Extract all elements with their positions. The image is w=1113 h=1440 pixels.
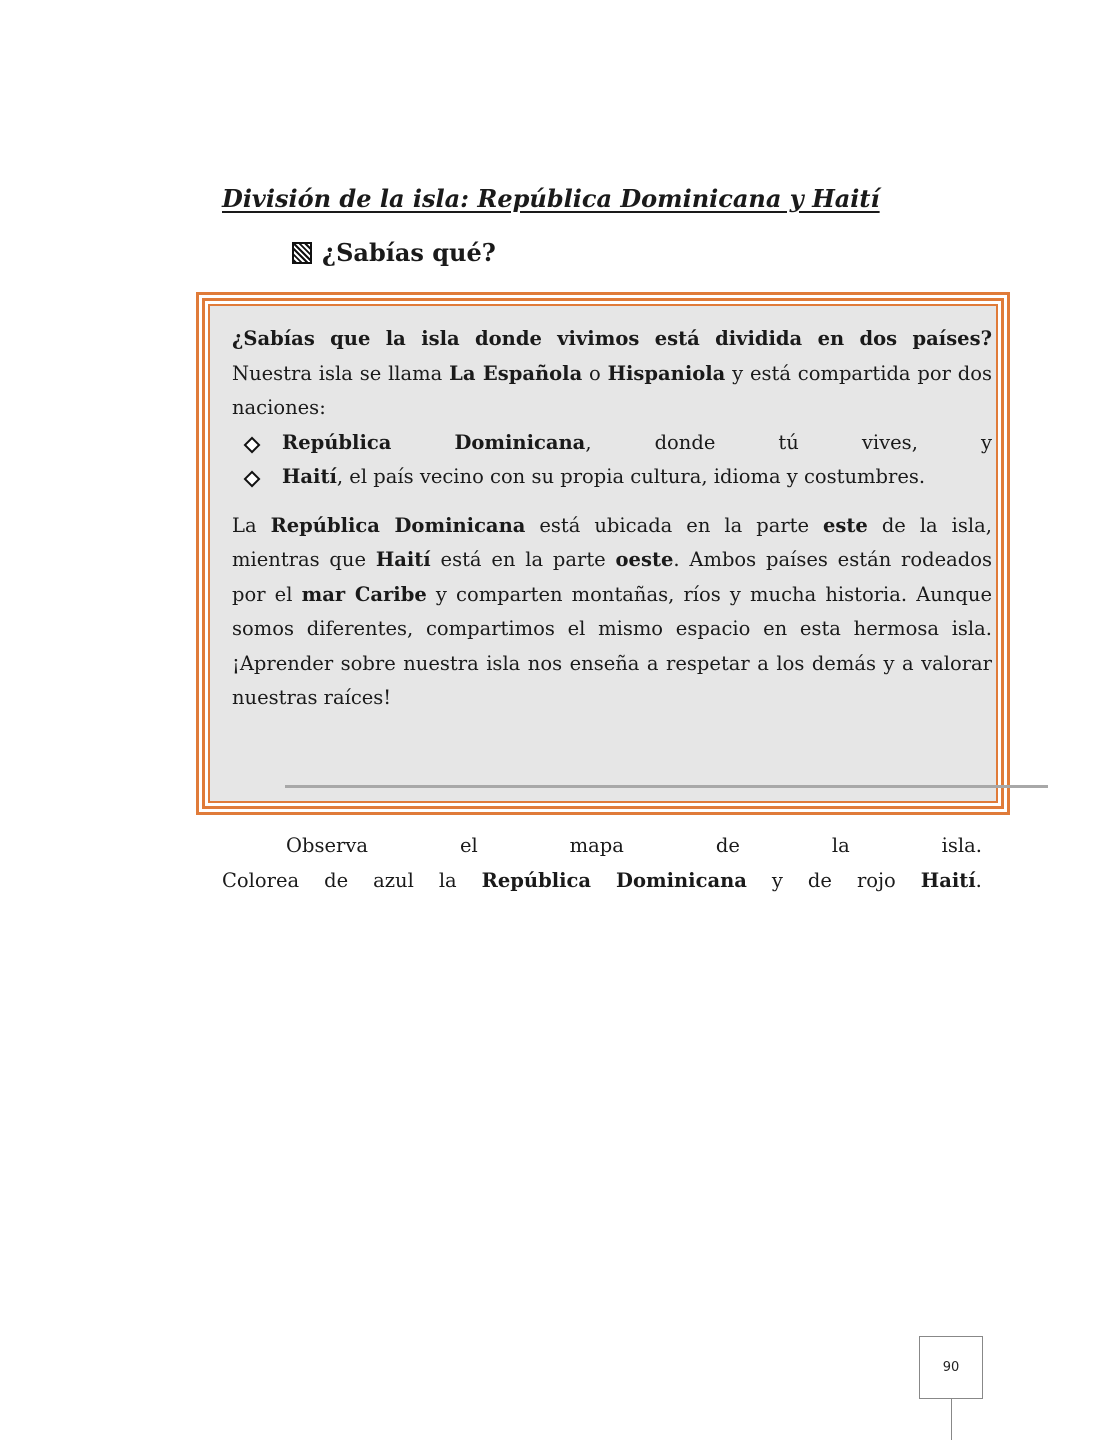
- page-title: División de la isla: República Dominicana y Haití: [222, 184, 880, 213]
- diamond-bullet-icon: [244, 436, 261, 453]
- instruction-line-2: Colorea de azul la República Dominicana y de rojo Haití.: [222, 868, 982, 892]
- info-box-text: [232, 322, 992, 716]
- section-heading: [292, 238, 496, 267]
- page-number-stem: [951, 1399, 952, 1440]
- info-paragraph: La República Dominicana está ubicada en la parte este de la isla, mientras que Haití está en la parte oeste. Ambos países están rodeados por el mar Caribe y comparten montañas, ríos y mucha historia. Aunque somos diferentes, compartimos el mismo espacio en esta hermosa isla. ¡Aprender sobre nuestra isla nos enseña a respetar a los demás y a valorar nuestras raíces!: [232, 513, 992, 709]
- list-item-republica-dominicana: República Dominicana, donde tú vives, y: [232, 426, 992, 461]
- info-box-border: [202, 298, 1004, 809]
- instruction-line-1: Observa el mapa de la isla.: [286, 834, 982, 857]
- info-box: [196, 292, 1010, 815]
- info-box-body: [208, 304, 998, 803]
- page-number: 90: [942, 1360, 960, 1375]
- horizontal-rule: [285, 785, 1048, 788]
- diamond-bullet-icon: [244, 471, 261, 488]
- info-intro: Nuestra isla se llama La Española o Hispaniola y está compartida por dos naciones:: [232, 361, 992, 419]
- instruction-text: [222, 829, 982, 898]
- list-item-haiti: Haití, el país vecino con su propia cultura, idioma y costumbres.: [232, 460, 992, 495]
- hatched-square-icon: [292, 242, 312, 264]
- page-number-box: [919, 1336, 983, 1399]
- section-heading-label: ¿Sabías qué?: [322, 238, 496, 267]
- info-question: ¿Sabías que la isla donde vivimos está dividida en dos países?: [232, 327, 992, 350]
